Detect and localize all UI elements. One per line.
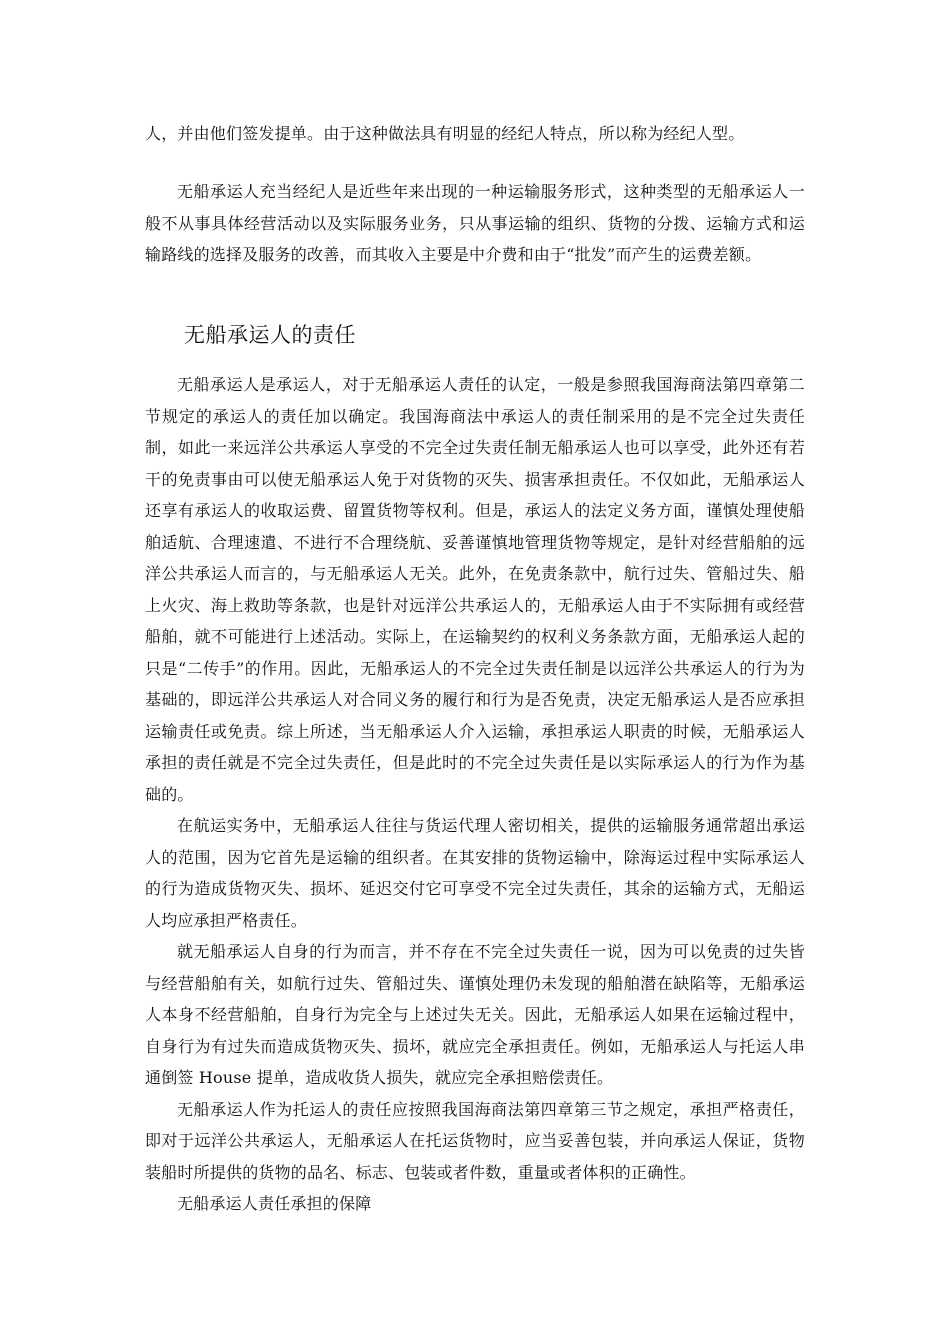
body-paragraph-1: 无船承运人是承运人，对于无船承运人责任的认定，一般是参照我国海商法第四章第二节规定的承运人的责任加以确定。我国海商法中承运人的责任制采用的是不完全过失责任制，如此一来远洋公共承运人享受的不完全过失责任制无船承运人也可以享受，此外还有若干的免责事由可以使无船承运人免于对货物的灭失、损害承担责任。不仅如此，无船承运人还享有承运人的收取运费、留置货物等权利。但是，承运人的法定义务方面，谨慎处理使船舶适航、合理速遣、不进行不合理绕航、妥善谨慎地管理货物等规定，是针对经营船舶的远洋公共承运人而言的，与无船承运人无关。此外，在免责条款中，航行过失、管船过失、船上火灾、海上救助等条款，也是针对远洋公共承运人的，无船承运人由于不实际拥有或经营船舶，就不可能进行上述活动。实际上，在运输契约的权利义务条款方面，无船承运人起的只是“二传手”的作用。因此，无船承运人的不完全过失责任制是以远洋公共承运人的行为为基础的，即远洋公共承运人对合同义务的履行和行为是否免责，决定无船承运人是否应承担运输责任或免责。综上所述，当无船承运人介入运输，承担承运人职责的时候，无船承运人承担的责任就是不完全过失责任，但是此时的不完全过失责任是以实际承运人的行为作为基础的。 xyxy=(145,375,805,804)
body-paragraph-2: 在航运实务中，无船承运人往往与货运代理人密切相关，提供的运输服务通常超出承运人的范围，因为它首先是运输的组织者。在其安排的货物运输中，除海运过程中实际承运人的行为造成货物灭失、损坏、延迟交付它可享受不完全过失责任，其余的运输方式，无船运人均应承担严格责任。 xyxy=(145,816,805,930)
body-paragraph-4: 无船承运人作为托运人的责任应按照我国海商法第四章第三节之规定，承担严格责任，即对于远洋公共承运人，无船承运人在托运货物时，应当妥善包装，并向承运人保证，货物装船时所提供的货物的品名、标志、包装或者件数，重量或者体积的正确性。 xyxy=(145,1099,805,1182)
subsection-heading: 无船承运人责任承担的保障 xyxy=(177,1194,372,1213)
lead-fragment: 人，并由他们签发提单。由于这种做法具有明显的经纪人特点，所以称为经纪人型。 xyxy=(145,124,745,143)
intro-block xyxy=(145,176,805,271)
body-block xyxy=(145,369,805,1220)
body-paragraph-3: 就无船承运人自身的行为而言，并不存在不完全过失责任一说，因为可以免责的过失皆与经营船舶有关，如航行过失、管船过失、谨慎处理仍未发现的船舶潜在缺陷等，无船承运人本身不经营船舶，自身行为完全与上述过失无关。因此，无船承运人如果在运输过程中，自身行为有过失而造成货物灭失、损坏，就应完全承担责任。例如，无船承运人与托运人串通倒签 House 提单，造成收货人损失，就应完全承担赔偿责任。 xyxy=(145,942,805,1087)
section-heading: 无船承运人的责任 xyxy=(184,323,356,347)
intro-paragraph: 无船承运人充当经纪人是近些年来出现的一种运输服务形式，这种类型的无船承运人一般不从事具体经营活动以及实际服务业务，只从事运输的组织、货物的分拨、运输方式和运输路线的选择及服务的改善，而其收入主要是中介费和由于“批发”而产生的运费差额。 xyxy=(145,182,805,264)
lead-fragment-block xyxy=(145,118,805,150)
